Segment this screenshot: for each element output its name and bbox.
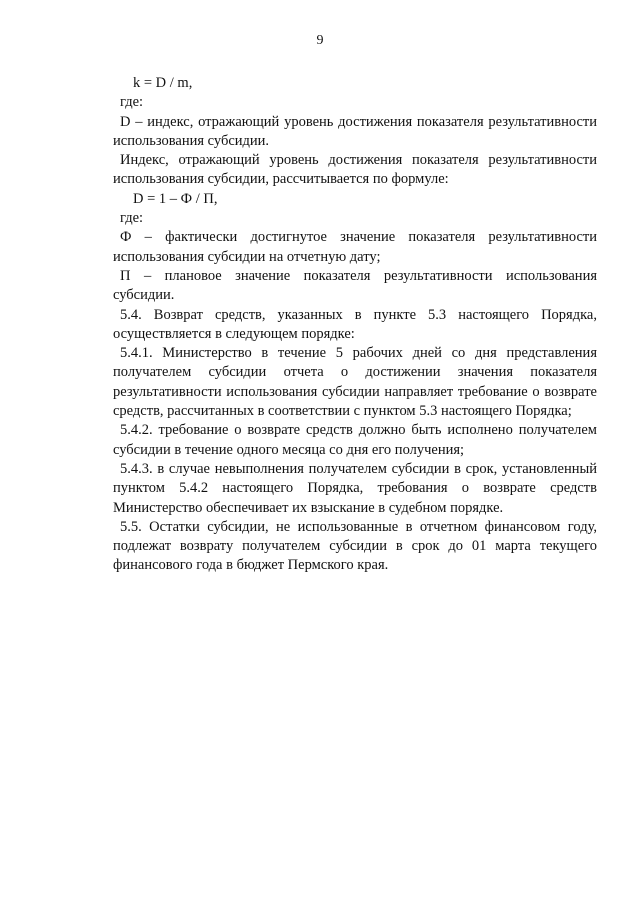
paragraph-p-definition: П – плановое значение показателя результативности использования субсидии.: [113, 267, 597, 304]
text-body: [113, 74, 597, 576]
paragraph-f-definition: Ф – фактически достигнутое значение показателя результативности использования субсидии на отчетную дату;: [113, 229, 597, 265]
paragraph-5-4: 5.4. Возврат средств, указанных в пункте 5.3 настоящего Порядка, осуществляется в следующем порядке:: [113, 306, 597, 342]
formula-k: k = D / m,: [133, 75, 193, 91]
formula-d: D = 1 – Ф / П,: [133, 190, 218, 207]
paragraph-5-4-1: 5.4.1. Министерство в течение 5 рабочих дней со дня представления получателем субсидии отчета о достижении значения показателя результативности использования субсидии направляет требование о возврате средств, рассчитанных в соответствии с пунктом 5.3 настоящего Порядка;: [113, 345, 597, 420]
page-content: [113, 74, 597, 576]
page-number: 9: [316, 33, 324, 48]
paragraph-d-definition: D – индекс, отражающий уровень достижения показателя результативности использования субсидии.: [113, 113, 597, 149]
paragraph-5-5: 5.5. Остатки субсидии, не использованные в отчетном финансовом году, подлежат возврату получателем субсидии в срок до 01 марта текущего финансового года в бюджет Пермского края.: [113, 518, 597, 574]
where-label: где:: [120, 94, 144, 111]
paragraph-5-4-3: 5.4.3. в случае невыполнения получателем субсидии в срок, установленный пунктом 5.4.2 настоящего Порядка, требования о возврате средств Министерство обеспечивает их взыскание в судебном порядке.: [113, 460, 597, 516]
where-label-2: где:: [120, 210, 144, 227]
paragraph-5-4-2: 5.4.2. требование о возврате средств должно быть исполнено получателем субсидии в течение одного месяца со дня его получения;: [113, 422, 597, 458]
paragraph-index-formula-intro: Индекс, отражающий уровень достижения показателя результативности использования субсидии, рассчитывается по формуле:: [113, 152, 597, 188]
